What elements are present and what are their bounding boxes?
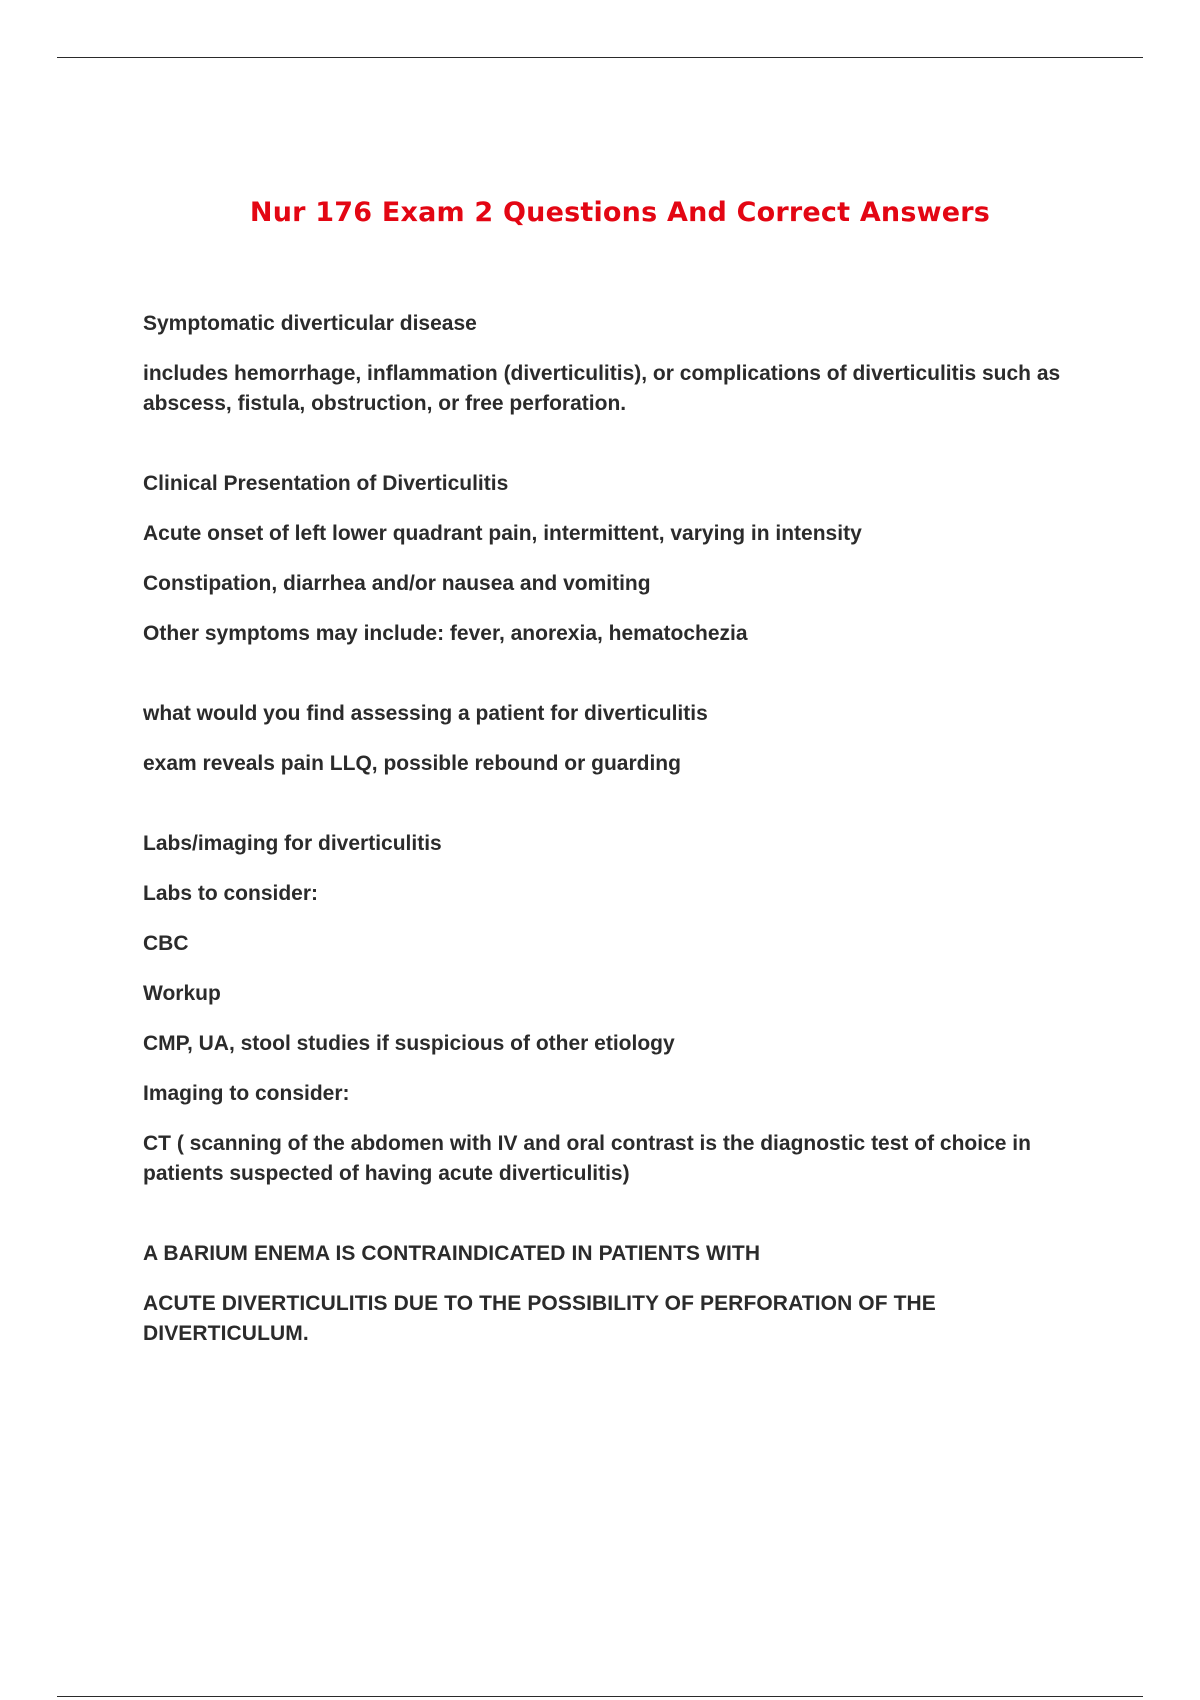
qa-assessment-findings <box>143 699 1103 779</box>
qa-barium-enema <box>143 1239 1103 1349</box>
question-text: Labs/imaging for diverticulitis <box>143 832 442 855</box>
answer-text: ACUTE DIVERTICULITIS DUE TO THE POSSIBILITY OF PERFORATION OF THE DIVERTICULUM. <box>143 1292 936 1345</box>
qa-symptomatic-diverticular-disease <box>143 309 1103 419</box>
question-text: Clinical Presentation of Diverticulitis <box>143 472 509 495</box>
answer-text: exam reveals pain LLQ, possible rebound or guarding <box>143 752 681 775</box>
answer-text: CT ( scanning of the abdomen with IV and oral contrast is the diagnostic test of choice in patients suspected of having acute diverticulitis) <box>143 1132 1031 1185</box>
page-title: Nur 176 Exam 2 Questions And Correct Answers <box>249 197 991 228</box>
answer-text: Other symptoms may include: fever, anorexia, hematochezia <box>143 622 748 645</box>
answer-text: Acute onset of left lower quadrant pain, intermittent, varying in intensity <box>143 522 862 545</box>
answer-text: Imaging to consider: <box>143 1082 350 1105</box>
answer-text: Labs to consider: <box>143 882 319 905</box>
document-body <box>143 309 1103 1399</box>
question-text: what would you find assessing a patient for diverticulitis <box>143 702 708 725</box>
answer-text: CMP, UA, stool studies if suspicious of other etiology <box>143 1032 675 1055</box>
answer-text: includes hemorrhage, inflammation (diverticulitis), or complications of diverticulitis such as abscess, fistula, obstruction, or free perforation. <box>143 362 1061 415</box>
qa-clinical-presentation <box>143 469 1103 649</box>
answer-text: Workup <box>143 982 221 1005</box>
bottom-rule <box>57 1696 1143 1697</box>
answer-text: Constipation, diarrhea and/or nausea and vomiting <box>143 572 651 595</box>
question-text: A BARIUM ENEMA IS CONTRAINDICATED IN PATIENTS WITH <box>143 1242 761 1265</box>
qa-labs-imaging <box>143 829 1103 1189</box>
answer-text: CBC <box>143 932 189 955</box>
question-text: Symptomatic diverticular disease <box>143 312 477 335</box>
top-rule <box>57 57 1143 58</box>
